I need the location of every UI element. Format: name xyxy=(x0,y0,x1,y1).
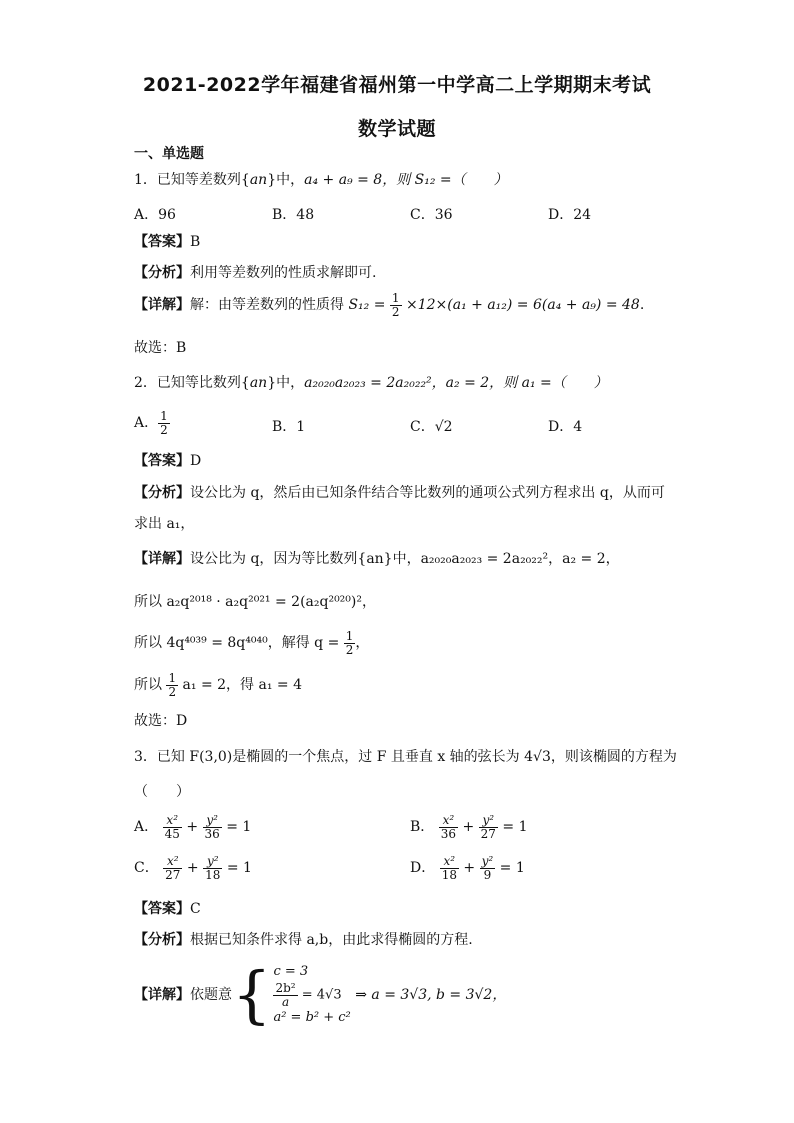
q3-option-d: D． $\frac{\text{x²}}{18}$ + $\frac{\text{y²}}{9}$ = 1 xyxy=(410,854,525,882)
page-title: 2021-2022学年福建省福州第一中学高二上学期期末考试 xyxy=(142,74,652,96)
q1-answer: 【答案】B xyxy=(134,234,201,250)
q1-option-a: A．96 xyxy=(134,207,176,223)
fraction: $\frac{1}{2}$ xyxy=(345,629,354,657)
q2-detail-line3: 所以 4q⁴⁰³⁹ = 8q⁴⁰⁴⁰，解得 q = $\frac{1}{2}$ ， xyxy=(134,629,370,657)
q3-analysis: 【分析】根据已知条件求得 a,b，由此求得椭圆的方程. xyxy=(134,932,473,948)
q2-conclusion: 故选：D xyxy=(134,713,188,729)
q2-detail-line1: 【详解】设公比为 q，因为等比数列{an}中，a₂₀₂₀a₂₀₂₃ = 2a₂₀₂₂²，a₂ = 2， xyxy=(134,551,620,567)
q3-stem-line1: 3．已知 F(3,0)是椭圆的一个焦点，过 F 且垂直 x 轴的弦长为 4√3，则该椭圆的方程为 xyxy=(134,749,677,765)
fraction: $\frac{1}{2}$ xyxy=(391,291,400,319)
q3-detail: 【详解】依题意{ c = 3 $\frac{\text{2b²}}{a}$ = 4√3 a² = b² + c² ⇒ a = 3√3, b = 3√2， xyxy=(134,958,507,1032)
q2-analysis-line2: 求出 a₁， xyxy=(134,516,195,532)
q1-option-b: B．48 xyxy=(272,207,315,223)
q2-detail-line2: 所以 a₂q²⁰¹⁸ · a₂q²⁰²¹ = 2(a₂q²⁰²⁰)²， xyxy=(134,594,376,610)
q2-option-a: A． $\frac{1}{2}$ xyxy=(134,409,168,437)
q2-option-b: B．1 xyxy=(272,419,306,435)
fraction: $\frac{1}{2}$ xyxy=(160,409,168,437)
q2-option-d: D．4 xyxy=(548,419,583,435)
q2-answer: 【答案】D xyxy=(134,453,202,469)
q3-option-b: B． $\frac{\text{x²}}{36}$ + $\frac{\text{y²}}{27}$ = 1 xyxy=(410,813,528,841)
equation-system: c = 3 $\frac{\text{2b²}}{a}$ = 4√3 a² = b² + c² xyxy=(273,964,351,1026)
q1-analysis: 【分析】利用等差数列的性质求解即可. xyxy=(134,265,377,281)
q2-option-c: C．√2 xyxy=(410,419,453,435)
q1-stem: 1．已知等差数列{an}中，a₄ + a₉ = 8，则 S₁₂ =（ ） xyxy=(134,172,508,188)
fraction: $\frac{1}{2}$ xyxy=(168,671,177,699)
q3-option-a: A． $\frac{\text{x²}}{45}$ + $\frac{\text{y²}}{36}$ = 1 xyxy=(134,813,252,841)
brace: { xyxy=(232,958,272,1032)
q1-conclusion: 故选：B xyxy=(134,340,187,356)
section-heading: 一、单选题 xyxy=(134,146,204,162)
q2-detail-line4: 所以 $\frac{1}{2}$ a₁ = 2，得 a₁ = 4 xyxy=(134,671,302,699)
q2-stem: 2．已知等比数列{an}中，a₂₀₂₀a₂₀₂₃ = 2a₂₀₂₂²，a₂ = 2，则 a₁ =（ ） xyxy=(134,375,608,391)
q3-stem-line2: （ ） xyxy=(134,784,190,800)
q3-answer: 【答案】C xyxy=(134,901,201,917)
q1-detail: 【详解】解：由等差数列的性质得 S₁₂ = $\frac{1}{2}$ ×12×(a₁ + a₁₂) = 6(a₄ + a₉) = 48. xyxy=(134,291,645,319)
q1-option-d: D．24 xyxy=(548,207,592,223)
q2-analysis-line1: 【分析】设公比为 q，然后由已知条件结合等比数列的通项公式列方程求出 q，从而可 xyxy=(134,485,665,501)
page-subtitle: 数学试题 xyxy=(357,118,436,140)
q3-option-c: C． $\frac{\text{x²}}{27}$ + $\frac{\text{y²}}{18}$ = 1 xyxy=(134,854,252,882)
q1-option-c: C．36 xyxy=(410,207,453,223)
